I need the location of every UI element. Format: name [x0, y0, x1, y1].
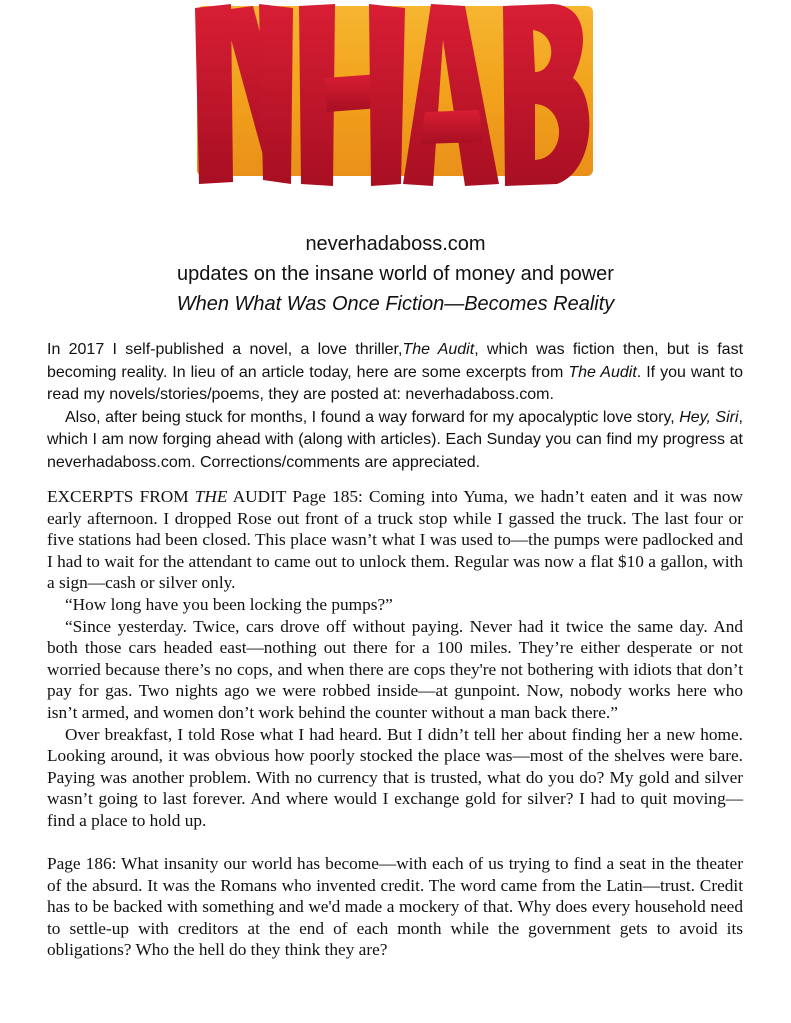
- intro-p1-a: In 2017 I self-published a novel, a love thriller,: [47, 341, 403, 358]
- intro-section: [47, 339, 743, 475]
- intro-p2-b: , which I am now forging ahead with (along with articles). Each Sunday you can find my progress at neverhadaboss.com. Corrections/comments are appreciated.: [47, 408, 743, 471]
- intro-p2-title: Hey, Siri: [679, 408, 739, 426]
- nhab-logo: [193, 0, 597, 188]
- site-url: neverhadaboss.com: [305, 233, 486, 255]
- intro-paragraph-2: [47, 407, 743, 475]
- intro-p1-c: . If you want to read my novels/stories/poems, they are posted at: neverhadaboss.com.: [47, 363, 743, 404]
- site-header: [0, 229, 791, 319]
- excerpt-paragraph-2: “How long have you been locking the pumps?”: [65, 594, 393, 614]
- intro-paragraph-1: [47, 339, 743, 407]
- excerpt-lead-b: AUDIT Page 185: Coming into Yuma, we hadn’t eaten and it was now early afternoon. I dropped Rose out front of a truck stop while I gassed the truck. The last four or five stations had been closed. This place wasn’t what I was used to—the pumps were padlocked and I had to wait for the attendant to came out to unlock them. Regular was now a flat $10 a gallon, with a sign—cash or silver only.: [47, 487, 743, 593]
- nhab-logo-graphic: [193, 0, 597, 188]
- excerpt-lead-the: THE: [194, 487, 228, 506]
- page-subtitle: When What Was Once Fiction—Becomes Reality: [176, 293, 615, 315]
- intro-p1-b: , which was fiction then, but is fast becoming reality. In lieu of an article today, here are some excerpts from: [47, 341, 744, 381]
- intro-p2-a: Also, after being stuck for months, I found a way forward for my apocalyptic love story,: [65, 408, 680, 426]
- excerpt-paragraph-1: [47, 486, 743, 594]
- excerpt-section: [47, 486, 743, 961]
- excerpt-paragraph-4: Over breakfast, I told Rose what I had heard. But I didn’t tell her about finding her a new home. Looking around, it was obvious how poorly stocked the place was—most of the shelves were bare. Paying was another problem. With no currency that is trusted, what do you do? My gold and silver wasn’t going to last forever. And where would I exchange gold for silver? I had to quit moving—find a place to hold up.: [47, 724, 743, 830]
- logo-letter-b: [503, 4, 589, 186]
- excerpt-paragraph-5: Page 186: What insanity our world has become—with each of us trying to find a seat in the theater of the absurd. It was the Romans who invented credit. The word came from the Latin—trust. Credit has to be backed with something and we'd made a mockery of that. Why does every household need to settle-up with creditors at the end of each month while the government gets to avoid its obligations? Who the hell do they think they are?: [47, 854, 743, 960]
- excerpt-paragraph-3: “Since yesterday. Twice, cars drove off without paying. Never had it twice the same day. And both those cars headed east—nothing out there for a 100 miles. They’re either desperate or not worried because there’s no cops, and when there are cops they're not bothering with idiots that don’t pay for gas. Two nights ago we were robbed inside—at gunpoint. Now, nobody works here who isn’t armed, and women don’t work behind the counter without a man back there.”: [47, 616, 743, 722]
- intro-p1-title-1: The Audit: [402, 341, 475, 358]
- intro-p1-title-2: The Audit: [568, 363, 637, 381]
- site-tagline: updates on the insane world of money and power: [177, 263, 614, 285]
- excerpt-lead-a: EXCERPTS FROM: [47, 487, 195, 506]
